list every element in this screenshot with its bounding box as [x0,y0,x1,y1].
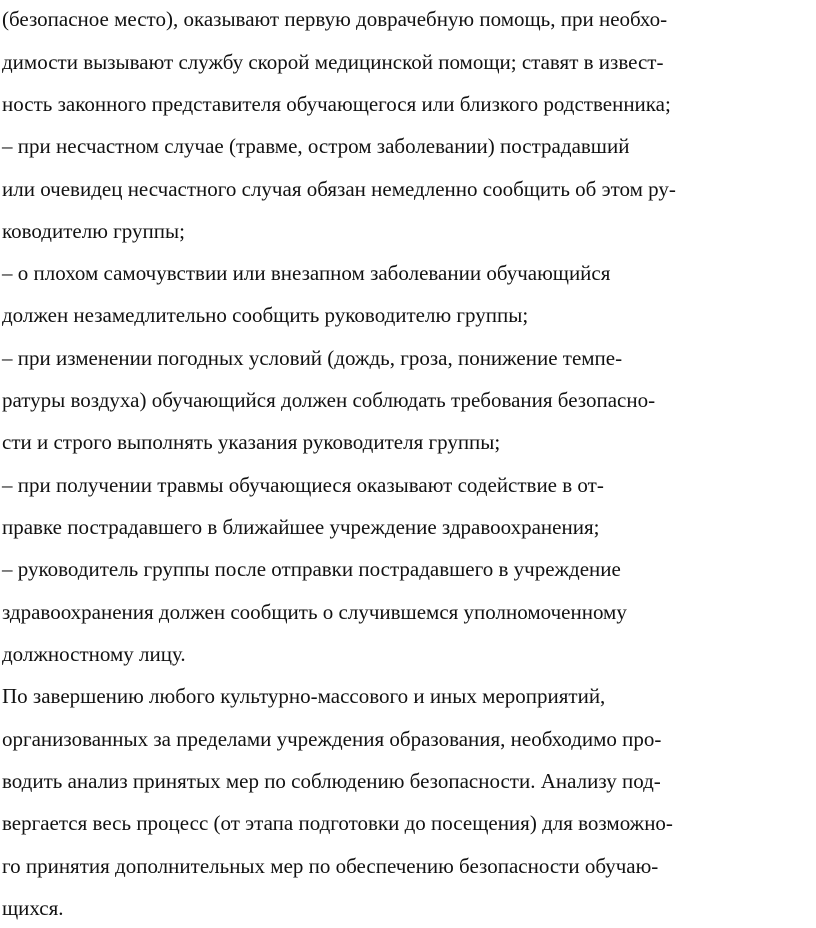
text-line: димости вызывают службу скорой медицинской помощи; ставят в извест- [2,50,664,74]
text-line: (безопасное место), оказывают первую доврачебную помощь, при необхо- [2,7,668,31]
list-item: – о плохом самочувствии или внезапном заболевании обучающийся [2,261,611,285]
text-line: правке пострадавшего в ближайшее учреждение здравоохранения; [2,515,600,539]
list-item: – при изменении погодных условий (дождь, гроза, понижение темпе- [2,346,623,370]
paragraph-start: По завершению любого культурно-массового и иных мероприятий, [2,684,606,708]
text-line: или очевидец несчастного случая обязан немедленно сообщить об этом ру- [2,177,676,201]
text-line: должен незамедлительно сообщить руководителю группы; [2,303,529,327]
text-line: вергается весь процесс (от этапа подготовки до посещения) для возможно- [2,811,673,835]
text-line: ратуры воздуха) обучающийся должен соблюдать требования безопасно- [2,388,656,412]
text-line: ность законного представителя обучающегося или близкого родственника; [2,92,671,116]
list-item: – при несчастном случае (травме, остром заболевании) пострадавший [2,134,630,158]
text-line: здравоохранения должен сообщить о случившемся уполномоченному [2,600,627,624]
text-line: го принятия дополнительных мер по обеспечению безопасности обучаю- [2,854,659,878]
text-line: должностному лицу. [2,642,186,666]
text-line: щихся. [2,896,64,920]
list-item: – при получении травмы обучающиеся оказывают содействие в от- [2,473,604,497]
list-item: – руководитель группы после отправки пострадавшего в учреждение [2,557,621,581]
text-line: водить анализ принятых мер по соблюдению безопасности. Анализу под- [2,769,661,793]
text-line: ководителю группы; [2,219,185,243]
text-line: сти и строго выполнять указания руководителя группы; [2,430,501,454]
text-line: организованных за пределами учреждения образования, необходимо про- [2,727,662,751]
